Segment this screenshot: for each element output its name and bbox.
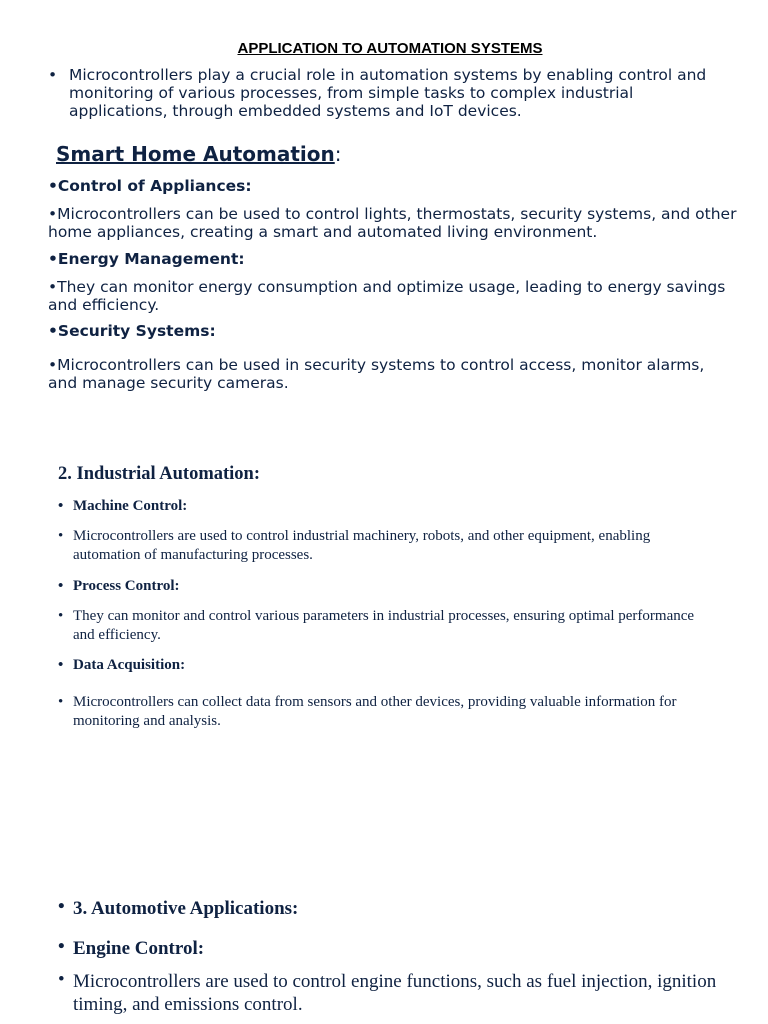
smart-home-heading-text: Smart Home Automation — [56, 142, 335, 166]
industrial-item-data-text: • Microcontrollers can collect data from sensors and other devices, providing valuable information for monitoring and analysis. — [58, 694, 677, 729]
industrial-item-machine-text: • Microcontrollers are used to control industrial machinery, robots, and other equipment, enabling automation of manufacturing processes. — [58, 528, 651, 563]
smart-home-item-energy-heading: •Energy Management: — [48, 250, 245, 268]
bullet: • — [58, 578, 64, 594]
bullet: • — [48, 66, 58, 84]
smart-home-item-energy-text: •They can monitor energy consumption and optimize usage, leading to energy savings and efficiency. — [48, 278, 726, 314]
bullet: • — [58, 896, 65, 917]
bullet: • — [58, 498, 64, 514]
bullet: • — [58, 657, 64, 673]
smart-home-item-control-heading: •Control of Appliances: — [48, 177, 252, 195]
automotive-heading: • 3. Automotive Applications: — [58, 896, 299, 919]
industrial-item-process-text: • They can monitor and control various parameters in industrial processes, ensuring optimal performance and efficiency. — [58, 608, 695, 643]
intro-text: Microcontrollers play a crucial role in automation systems by enabling control and monitoring of various processes, from simple tasks to complex industrial applications, through embedded systems and IoT devices. — [69, 66, 707, 120]
smart-home-item-control-text: •Microcontrollers can be used to control lights, thermostats, security systems, and other home appliances, creating a smart and automated living environment. — [48, 205, 737, 241]
smart-home-heading-colon: : — [334, 142, 342, 166]
industrial-item-data-heading: • Data Acquisition: — [58, 657, 186, 673]
automotive-item-engine-heading: • Engine Control: — [58, 936, 205, 959]
smart-home-item-security-text: •Microcontrollers can be used in security systems to control access, monitor alarms, and manage security cameras. — [48, 356, 705, 392]
page-title: APPLICATION TO AUTOMATION SYSTEMS — [237, 40, 543, 57]
industrial-item-machine-heading: • Machine Control: — [58, 498, 188, 514]
smart-home-heading — [56, 142, 341, 166]
bullet: • — [58, 969, 65, 990]
bullet: • — [58, 608, 64, 624]
industrial-item-process-heading: • Process Control: — [58, 578, 180, 594]
automotive-item-engine-text: • Microcontrollers are used to control engine functions, such as fuel injection, ignition timing, and emissions control. — [58, 969, 717, 1015]
smart-home-item-security-heading: •Security Systems: — [48, 322, 216, 340]
industrial-heading: 2. Industrial Automation: — [58, 464, 260, 484]
intro-paragraph — [48, 66, 728, 120]
bullet: • — [58, 694, 64, 710]
bullet: • — [58, 528, 64, 544]
bullet: • — [58, 936, 65, 957]
